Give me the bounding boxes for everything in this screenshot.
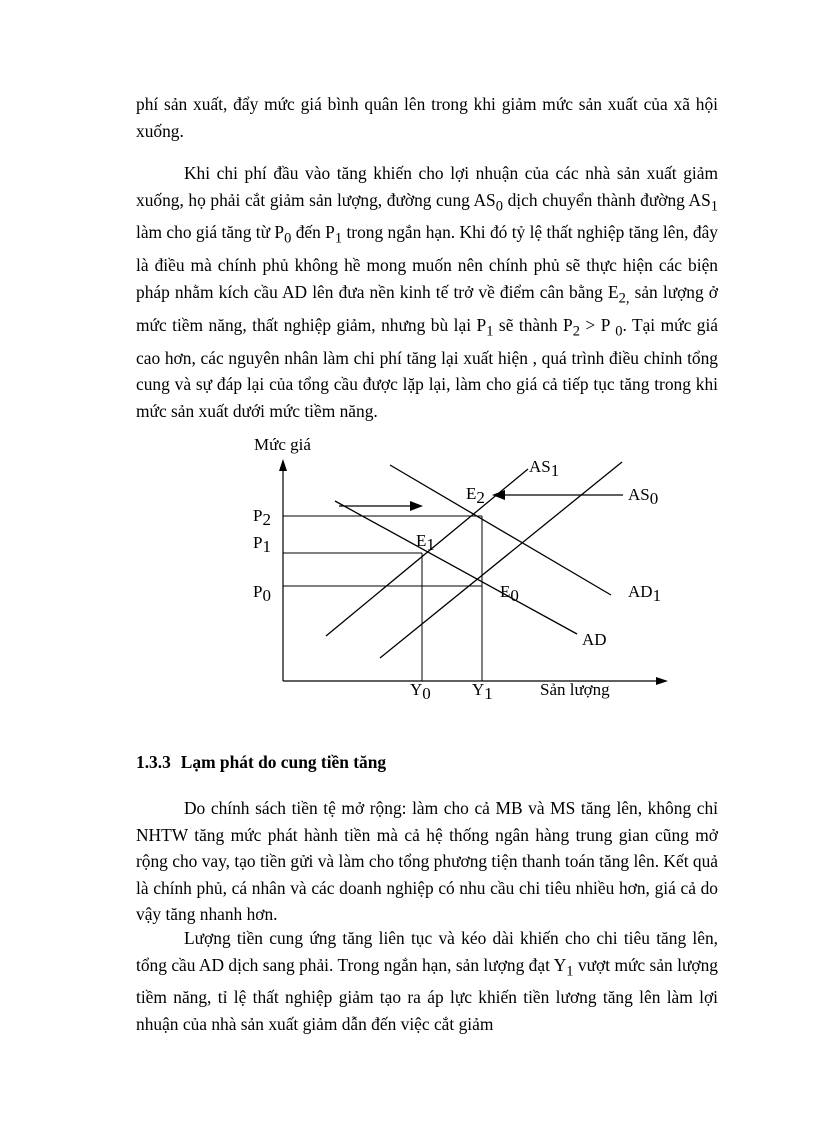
ad1-curve [390, 465, 611, 595]
subscript: 0 [284, 230, 292, 247]
paragraph-1 [136, 91, 718, 144]
e1-label: E1 [416, 531, 435, 554]
y1-label: Y1 [472, 680, 493, 703]
as-ad-diagram [230, 425, 670, 715]
subscript: 1 [566, 962, 574, 979]
paragraph-2-text-f: sản lượng ở mức tiềm năng, thất nghiệp giảm, nhưng bù lại P [136, 281, 719, 335]
paragraph-2-text-g: sẽ thành P [493, 314, 573, 335]
p0-label: P0 [253, 582, 271, 605]
paragraph-2-text-a: Khi chi phí đầu vào tăng khiến cho lợi nhuận của các nhà sản xuất giảm xuống, họ phải cắt giảm sản lượng, đường cung AS [136, 163, 718, 210]
paragraph-3 [136, 795, 718, 928]
section-number: 1.3.3 [136, 752, 171, 772]
subscript: 1 [710, 197, 718, 214]
paragraph-4-text-a: Lượng tiền cung ứng tăng liên tục và kéo dài khiến cho chi tiêu tăng lên, tổng cầu AD dịch sang phải. Trong ngắn hạn, sản lượng đạt Y [136, 928, 718, 975]
paragraph-2-text-b: dịch chuyển thành đường AS [502, 189, 711, 210]
subscript: 0 [615, 323, 623, 340]
y0-label: Y0 [410, 680, 431, 703]
p1-label: P1 [253, 533, 271, 556]
paragraph-2-text-h: > P [579, 314, 616, 335]
paragraph-2-text-c: làm cho giá tăng từ P [136, 222, 285, 243]
ad-curve [335, 501, 577, 634]
paragraph-2-text-e: trong ngắn hạn. Khi đó tỷ lệ thất nghiệp tăng lên, đây là điều mà chính phủ không hề mong muốn nên chính phủ sẽ thực hiện các biện pháp nhằm kích cầu AD lên đưa nền kinh tế trở về điểm cân bằng E [136, 222, 718, 302]
e2-label: E2 [466, 484, 485, 507]
subscript: 0 [495, 197, 503, 214]
as0-label: AS0 [628, 485, 659, 508]
subscript: 2 [572, 323, 580, 340]
paragraph-3-text: Do chính sách tiền tệ mở rộng: làm cho cả MB và MS tăng lên, không chỉ NHTW tăng mức phát hành tiền mà cả hệ thống ngân hàng trung gian cũng mở rộng cho vay, tạo tiền gửi và làm cho tổng phương tiện thanh toán tăng lên. Kết quả là chính phủ, cá nhân và các doanh nghiệp có nhu cầu chi tiêu nhiều hơn, giá cả do vậy tăng nhanh hơn. [136, 798, 718, 924]
paragraph-4 [136, 925, 718, 1037]
subscript: 1 [486, 323, 494, 340]
right-arrow-icon [410, 501, 423, 511]
as1-label: AS1 [529, 457, 560, 480]
paragraph-2-text-i: . Tại mức giá cao hơn, các nguyên nhân làm chi phí tăng lại xuất hiện , quá trình điều chỉnh tổng cung và sự đáp lại của tổng cầu được lặp lại, làm cho giá cả tiếp tục tăng trong khi mức sản xuất dưới mức tiềm năng. [136, 314, 719, 421]
ad-label: AD [582, 630, 607, 649]
ad1-label: AD1 [628, 582, 662, 605]
paragraph-1-text: phí sản xuất, đẩy mức giá bình quân lên trong khi giảm mức sản xuất của xã hội xuống. [136, 94, 718, 141]
y-axis-arrow-icon [279, 459, 287, 471]
paragraph-4-text-b: vượt mức sản lượng tiềm năng, tỉ lệ thất nghiệp giảm tạo ra áp lực khiến tiền lương tăng lên làm lợi nhuận của nhà sản xuất giảm dẫn đến việc cắt giảm [136, 954, 718, 1034]
y-axis-label: Mức giá [254, 435, 311, 454]
x-axis-label: Sản lượng [540, 680, 610, 699]
subscript: 1 [334, 230, 343, 247]
section-heading [136, 752, 386, 773]
e0-label: E0 [500, 582, 519, 605]
left-arrow-icon [492, 490, 505, 500]
p2-label: P2 [253, 506, 271, 529]
paragraph-2-text-d: đến P [291, 222, 335, 243]
section-title: Lạm phát do cung tiền tăng [180, 752, 387, 772]
paragraph-2 [136, 160, 718, 424]
x-axis-arrow-icon [656, 677, 668, 685]
subscript: 2, [618, 290, 630, 307]
